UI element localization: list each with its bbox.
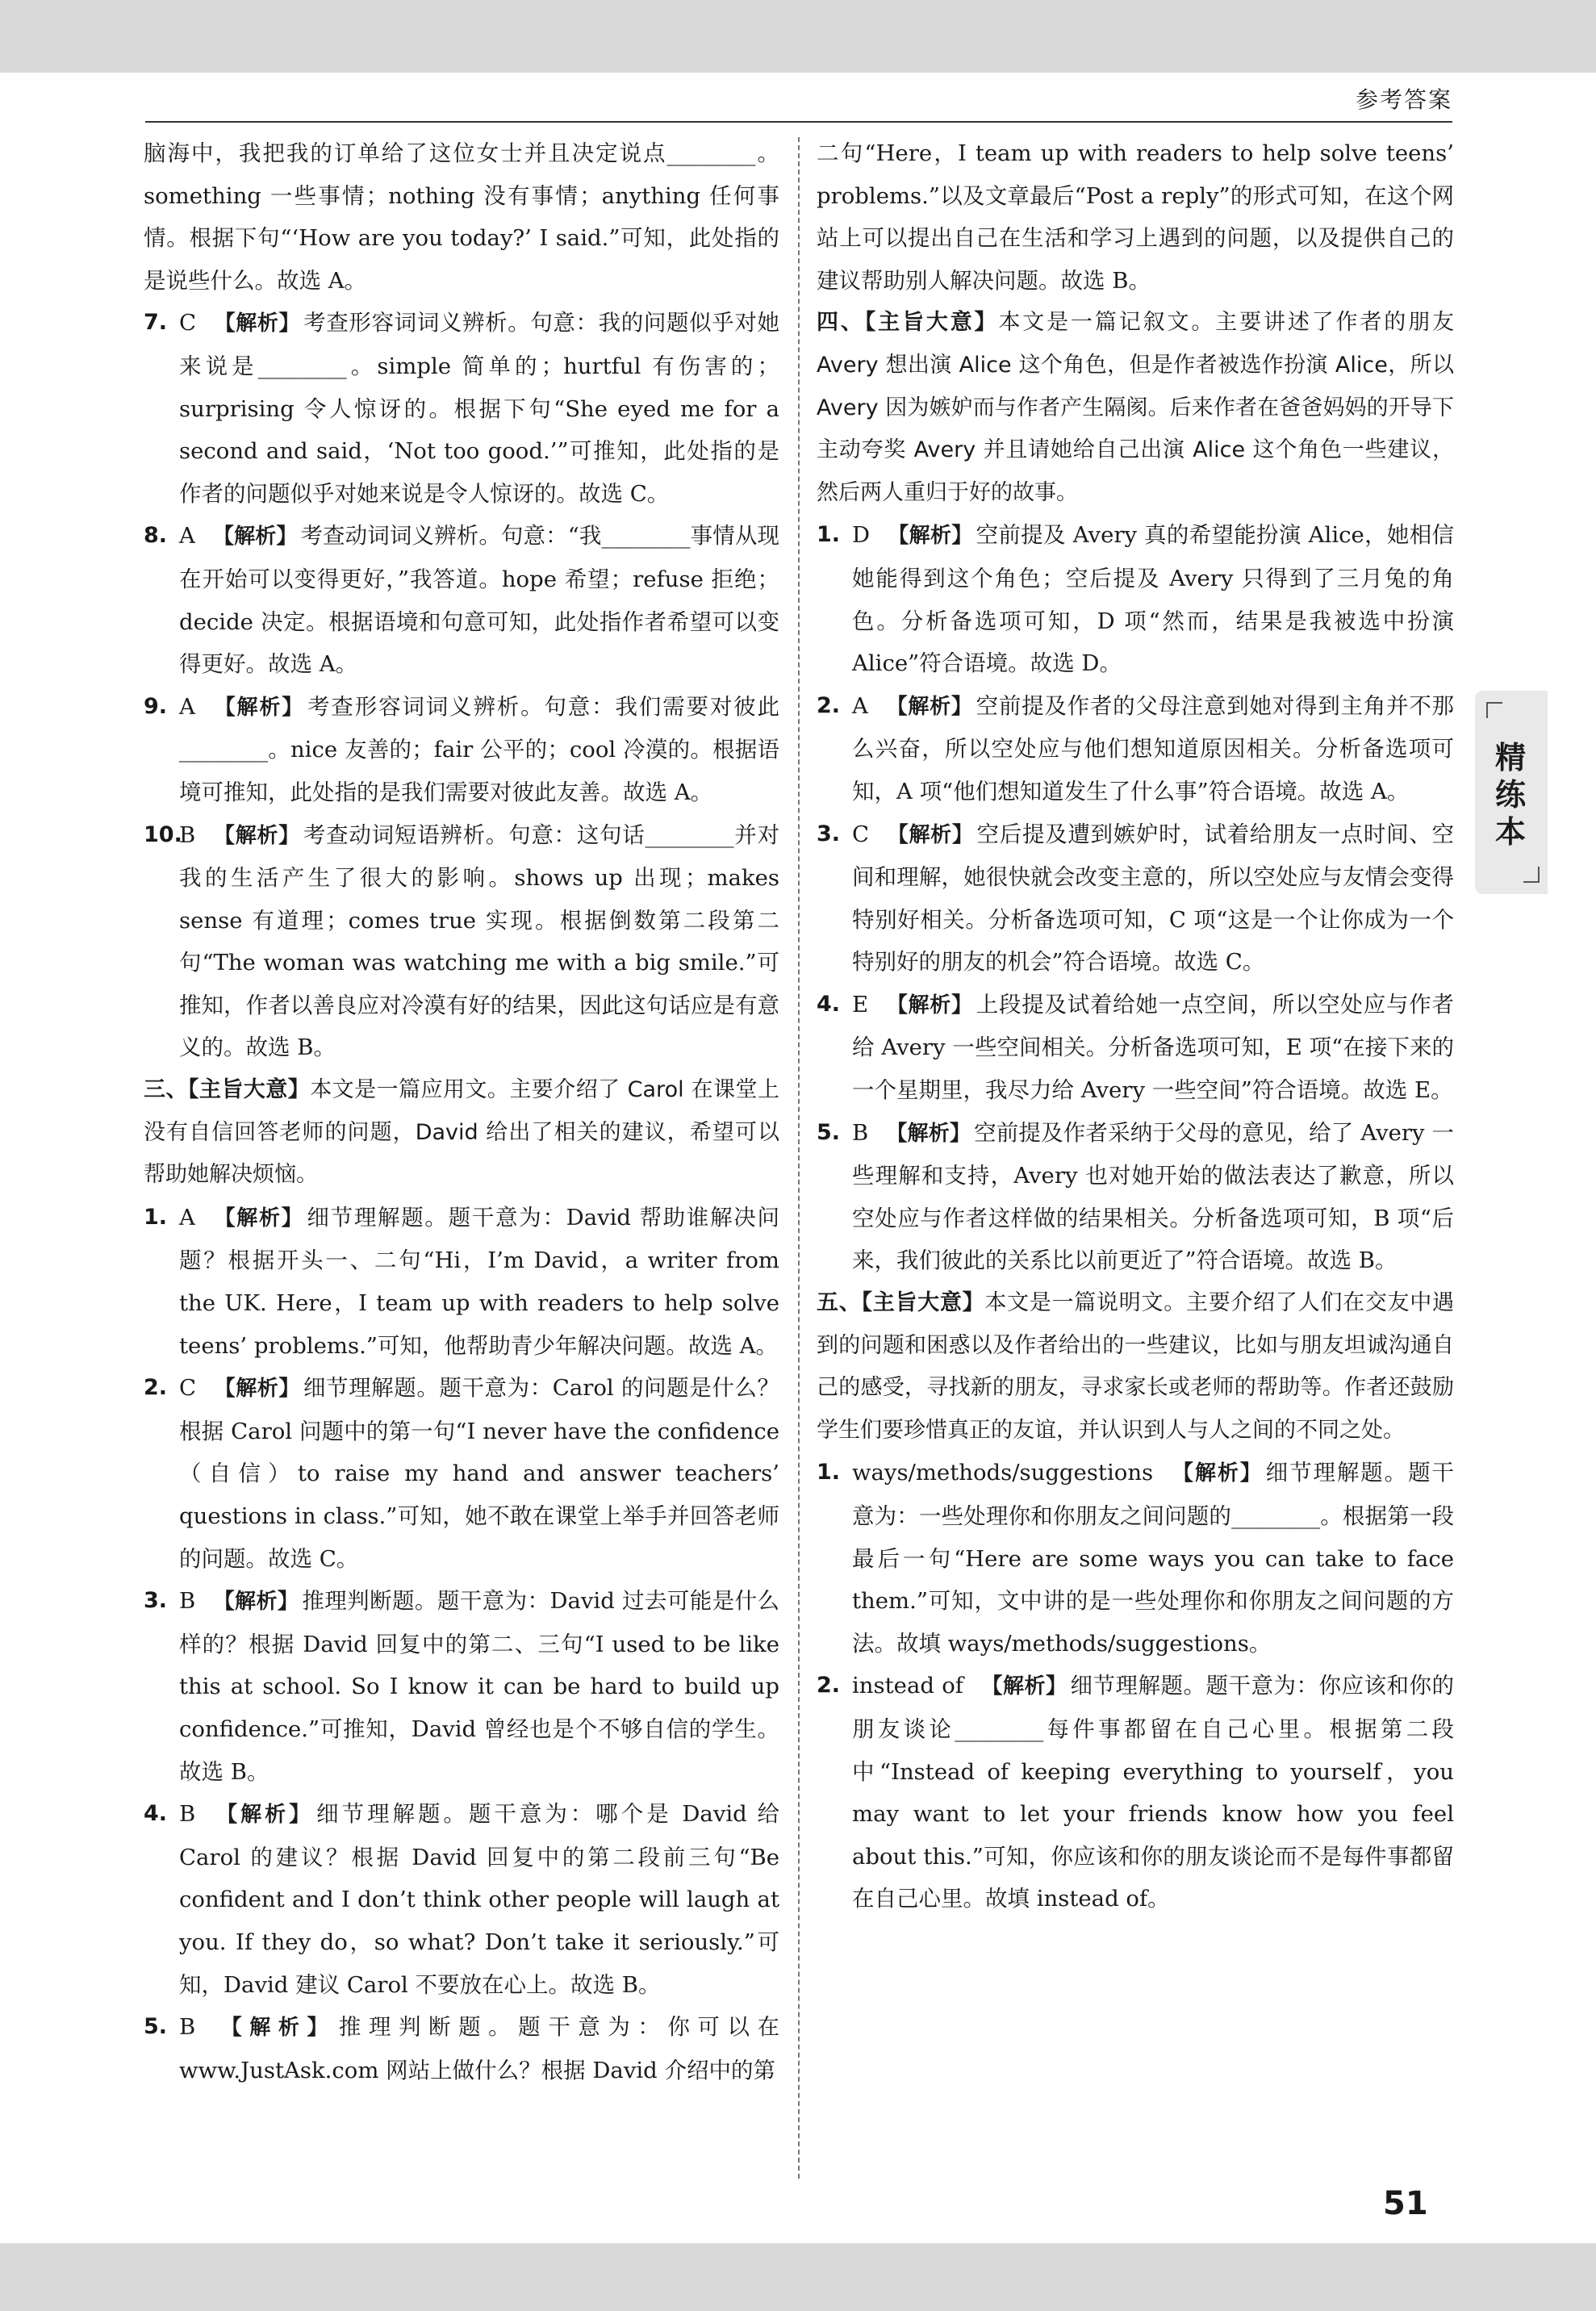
answer-item-s4-1: 1. D 【解析】 空前提及 Avery 真的希望能扮演 Alice，她相信她能得到这个角色；空后提及 Avery 只得到了三月兔的角色。分析备选项可知，D 项“然而，结果是我被选中扮演 Alice”符合语境。故选 D。 xyxy=(817,522,1454,677)
header-rule xyxy=(145,121,1452,123)
answer-item-s3-3: 3. B 【解析】 推理判断题。题干意为：David 过去可能是什么样的？根据 David 回复中的第二、三句“I used to be like this at school. So I know it can be hard to build up confidence.”可推知，David 曾经也是个不够自信的学生。故选 B。 xyxy=(144,1588,779,1785)
answer-item-10: 10. B 【解析】 考查动词短语辨析。句意：这句话________并对我的生活产生了很大的影响。shows up 出现；makes sense 有道理；comes true 实现。根据倒数第二段第二句“The woman was watching me with a big smile.”可推知，作者以善良应对冷漠有好的结果，因此这句话应是有意义的。故选 B。 xyxy=(144,821,779,1061)
answer-item-s4-3: 3. C 【解析】 空后提及遭到嫉妒时，试着给朋友一点时间、空间和理解，她很快就会改变主意的，所以空处应与友情会变得特别好相关。分析备选项可知，C 项“这是一个让你成为一个特别好的朋友的机会”符合语境。故选 C。 xyxy=(817,821,1454,976)
answer-continuation: 二句“Here，I team up with readers to help solve teens’ problems.”以及文章最后“Post a reply”的形式可知，在这个网站上可以提出自己在生活和学习上遇到的问题，以及提供自己的建议帮助别人解决问题。故选 B。 xyxy=(817,140,1454,294)
answer-item-s4-4: 4. E 【解析】 上段提及试着给她一点空间，所以空处应与作者给 Avery 一些空间相关。分析备选项可知，E 项“在接下来的一个星期里，我尽力给 Avery 一些空间”符合语境。故选 E。 xyxy=(817,991,1454,1104)
answer-item-s4-2: 2. A 【解析】 空前提及作者的父母注意到她对得到主角并不那么兴奋，所以空处应与他们想知道原因相关。分析备选项可知，A 项“他们想知道发生了什么事”符合语境。故选 A。 xyxy=(817,692,1454,804)
section-summary-4: 四、【主旨大意】本文是一篇记叙文。主要讲述了作者的朋友 Avery 想出演 Alice 这个角色，但是作者被选作扮演 Alice，所以 Avery 因为嫉妒而与作者产生隔阂。后来作者在爸爸妈妈的开导下主动夸奖 Avery 并且请她给自己出演 Alice 这个角色一些建议，然后两人重归于好的故事。 xyxy=(817,310,1455,505)
header-label: 参考答案 xyxy=(1355,86,1452,113)
left-column xyxy=(144,132,779,2092)
answer-item-7: 7. C 【解析】 考查形容词词义辨析。句意：我的问题似乎对她来说是________。simple 简单的；hurtful 有伤害的；surprising 令人惊讶的。根据下句“She eyed me for a second and said，‘Not too good.’”可推知，此处指的是作者的问题似乎对她来说是令人惊讶的。故选 C。 xyxy=(144,310,779,507)
section-summary-3: 三、【主旨大意】本文是一篇应用文。主要介绍了 Carol 在课堂上没有自信回答老师的问题，David 给出了相关的建议，希望可以帮助她解决烦恼。 xyxy=(144,1077,780,1188)
answer-item-s3-2: 2. C 【解析】 细节理解题。题干意为：Carol 的问题是什么？根据 Carol 问题中的第一句“I never have the confidence（自信）to raise my hand and answer teachers’ questions in class.”可知，她不敢在课堂上举手并回答老师的问题。故选 C。 xyxy=(144,1375,779,1572)
side-tab-label: 精练本 xyxy=(1494,740,1526,850)
corner-bracket-icon xyxy=(1523,867,1540,883)
answer-item-s4-5: 5. B 【解析】 空前提及作者采纳于父母的意见，给了 Avery 一些理解和支持，Avery 也对她开始的做法表达了歉意，所以空处应与作者这样做的结果相关。分析备选项可知，B 项“后来，我们彼此的关系比以前更近了”符合语境。故选 B。 xyxy=(817,1119,1454,1274)
page-number: 51 xyxy=(1383,2185,1428,2222)
answer-item-s3-1: 1. A 【解析】 细节理解题。题干意为：David 帮助谁解决问题？根据开头一、二句“Hi，I’m David，a writer from the UK. Here，I team up with readers to help solve teens’ problems.”可知，他帮助青少年解决问题。故选 A。 xyxy=(144,1204,779,1359)
answer-item-s5-1: 1. ways/methods/suggestions 【解析】 细节理解题。题干意为：一些处理你和你朋友之间问题的________。根据第一段最后一句“Here are some ways you can take to face them.”可知，文中讲的是一些处理你和你朋友之间问题的方法。故填 ways/methods/suggestions。 xyxy=(817,1460,1454,1657)
corner-bracket-icon xyxy=(1486,702,1502,718)
section-summary-5: 五、【主旨大意】本文是一篇说明文。主要介绍了人们在交友中遇到的问题和困惑以及作者给出的一些建议，比如与朋友坦诚沟通自己的感受，寻找新的朋友，寻求家长或老师的帮助等。作者还鼓励学生们要珍惜真正的友谊，并认识到人与人之间的不同之处。 xyxy=(817,1290,1455,1443)
answer-continuation: 脑海中，我把我的订单给了这位女士并且决定说点________。something 一些事情；nothing 没有事情；anything 任何事情。根据下句“‘How are you today?’ I said.”可知，此处指的是说些什么。故选 A。 xyxy=(144,140,779,294)
side-tab xyxy=(1475,691,1548,894)
answer-item-s3-4: 4. B 【解析】 细节理解题。题干意为：哪个是 David 给 Carol 的建议？根据 David 回复中的第二段前三句“Be confident and I don’t think other people will laugh at you. If they do，so what? Don’t take it seriously.”可知，David 建议 Carol 不要放在心上。故选 B。 xyxy=(144,1801,779,1998)
answer-item-s3-5: 5. B 【解析】 推理判断题。题干意为：你可以在 www.JustAsk.com 网站上做什么？根据 David 介绍中的第 xyxy=(144,2014,779,2083)
answer-item-8: 8. A 【解析】 考查动词词义辨析。句意：“我________事情从现在开始可以变得更好，”我答道。hope 希望；refuse 拒绝；decide 决定。根据语境和句意可知，此处指作者希望可以变得更好。故选 A。 xyxy=(144,523,779,678)
answer-item-9: 9. A 【解析】 考查形容词词义辨析。句意：我们需要对彼此________。nice 友善的；fair 公平的；cool 冷漠的。根据语境可推知，此处指的是我们需要对彼此友善。故选 A。 xyxy=(144,693,779,805)
right-column xyxy=(817,132,1454,1920)
column-divider xyxy=(798,137,800,2179)
answer-item-s5-2: 2. instead of 【解析】 细节理解题。题干意为：你应该和你的朋友谈论________每件事都留在自己心里。根据第二段中“Instead of keeping everything to yourself，you may want to let your friends know how you feel about this.”可知，你应该和你的朋友谈论而不是每件事都留在自己心里。故填 instead of。 xyxy=(817,1673,1454,1912)
